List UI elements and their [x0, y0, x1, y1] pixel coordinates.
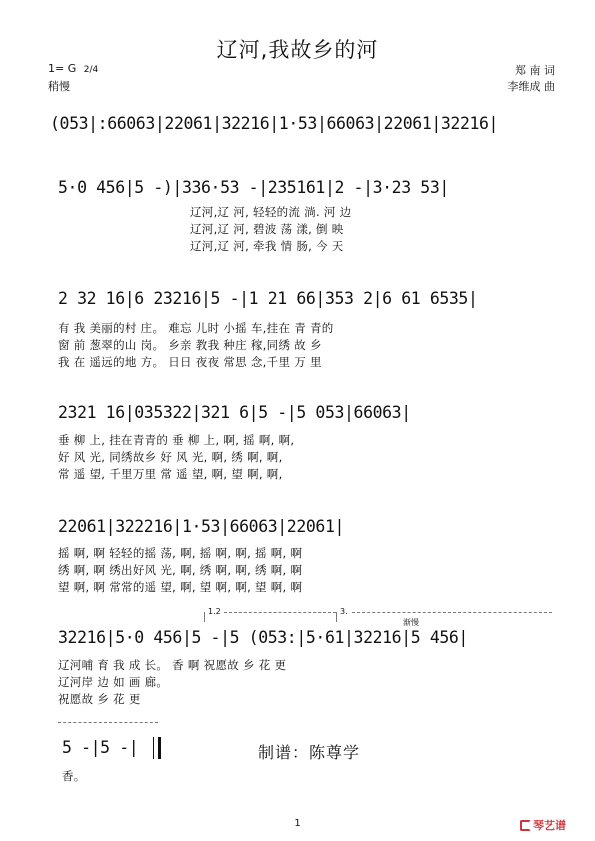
- lyrics-line-3-verse-2: 窗 前 葱翠的山 岗。 乡亲 教我 种庄 稼,同绣 故 乡: [58, 338, 322, 352]
- volta-1-label: 1.2: [208, 607, 221, 616]
- transcriber-signature: 制谱：陈尊学: [258, 743, 361, 762]
- volta-3-label: 3.: [340, 607, 348, 616]
- notation-line-7: 5 -|5 -|: [62, 738, 139, 757]
- lyrics-line-2-verse-1: 辽河,辽 河, 轻轻的流 淌. 河 边: [190, 205, 352, 219]
- lyrics-line-4-verse-2: 好 风 光, 同绣故乡 好 风 光, 啊, 绣 啊, 啊,: [58, 450, 283, 464]
- volta-1-line: [224, 612, 336, 613]
- notation-line-3: 2 32 16|6 23216|5 -|1 21 66|353 2|6 61 6535|: [58, 289, 478, 308]
- final-barline-thick: [158, 737, 161, 759]
- volta-3-bracket: [336, 612, 337, 622]
- notation-line-2: 5·0 456|5 -)|336·53 -|235161|2 -|3·23 53|: [58, 178, 449, 197]
- watermark-text: 琴艺谱: [533, 819, 566, 832]
- notation-line-4: 2321 16|035322|321 6|5 -|5 053|66063|: [58, 403, 411, 422]
- logo-icon: [520, 820, 531, 831]
- notation-line-5: 22061|322216|1·53|66063|22061|: [58, 517, 345, 536]
- page-number: 1: [294, 818, 301, 829]
- key-label: 1= G: [48, 62, 77, 75]
- lyrics-line-3-verse-1: 有 我 美丽的村 庄。 难忘 儿时 小摇 车,挂在 青 青的: [58, 321, 334, 335]
- lyrics-line-6-verse-3: 祝愿故 乡 花 更: [58, 692, 141, 706]
- notation-line-1: (053|:66063|22061|32216|1·53|66063|22061|32216|: [50, 114, 499, 133]
- final-barline-thin: [153, 737, 154, 759]
- lyrics-line-2-verse-3: 辽河,辽 河, 牵我 情 肠, 今 天: [190, 239, 344, 253]
- ritardando-marking: 渐慢: [403, 618, 419, 627]
- lyrics-line-4-verse-3: 常 遥 望, 千里万里 常 遥 望, 啊, 望 啊, 啊,: [58, 467, 283, 481]
- lyrics-line-4-verse-1: 垂 柳 上, 挂在青青的 垂 柳 上, 啊, 摇 啊, 啊,: [58, 433, 295, 447]
- lyricist-credit: 郑 南 词: [515, 64, 555, 77]
- tie-line: [58, 722, 158, 723]
- time-signature: 2/4: [83, 65, 99, 75]
- lyrics-line-5-verse-2: 绣 啊, 啊 绣出好风 光, 啊, 绣 啊, 啊, 绣 啊, 啊: [58, 563, 303, 577]
- tempo-marking: 稍慢: [48, 80, 70, 93]
- lyrics-line-5-verse-3: 望 啊, 啊 常常的遥 望, 啊, 望 啊, 啊, 望 啊, 啊: [58, 580, 303, 594]
- volta-1-bracket: [204, 612, 205, 622]
- lyrics-line-5-verse-1: 摇 啊, 啊 轻轻的摇 荡, 啊, 摇 啊, 啊, 摇 啊, 啊: [58, 546, 303, 560]
- composer-credit: 李维成 曲: [507, 80, 555, 93]
- watermark-logo: [520, 817, 566, 833]
- notation-line-6: 32216|5·0 456|5 -|5 (053:|5·61|32216|5 456|: [58, 628, 468, 647]
- volta-3-line: [352, 612, 552, 613]
- key-signature: [48, 62, 98, 75]
- lyrics-line-7: 香。: [62, 769, 86, 783]
- lyrics-line-6-verse-1: 辽河哺 育 我 成 长。 香 啊 祝愿故 乡 花 更: [58, 658, 287, 672]
- page-title: 辽河,我故乡的河: [216, 38, 379, 62]
- lyrics-line-3-verse-3: 我 在 遥远的地 方。 日日 夜夜 常思 念,千里 万 里: [58, 355, 322, 369]
- lyrics-line-6-verse-2: 辽河岸 边 如 画 廊。: [58, 675, 169, 689]
- lyrics-line-2-verse-2: 辽河,辽 河, 碧波 荡 漾, 倒 映: [190, 222, 344, 236]
